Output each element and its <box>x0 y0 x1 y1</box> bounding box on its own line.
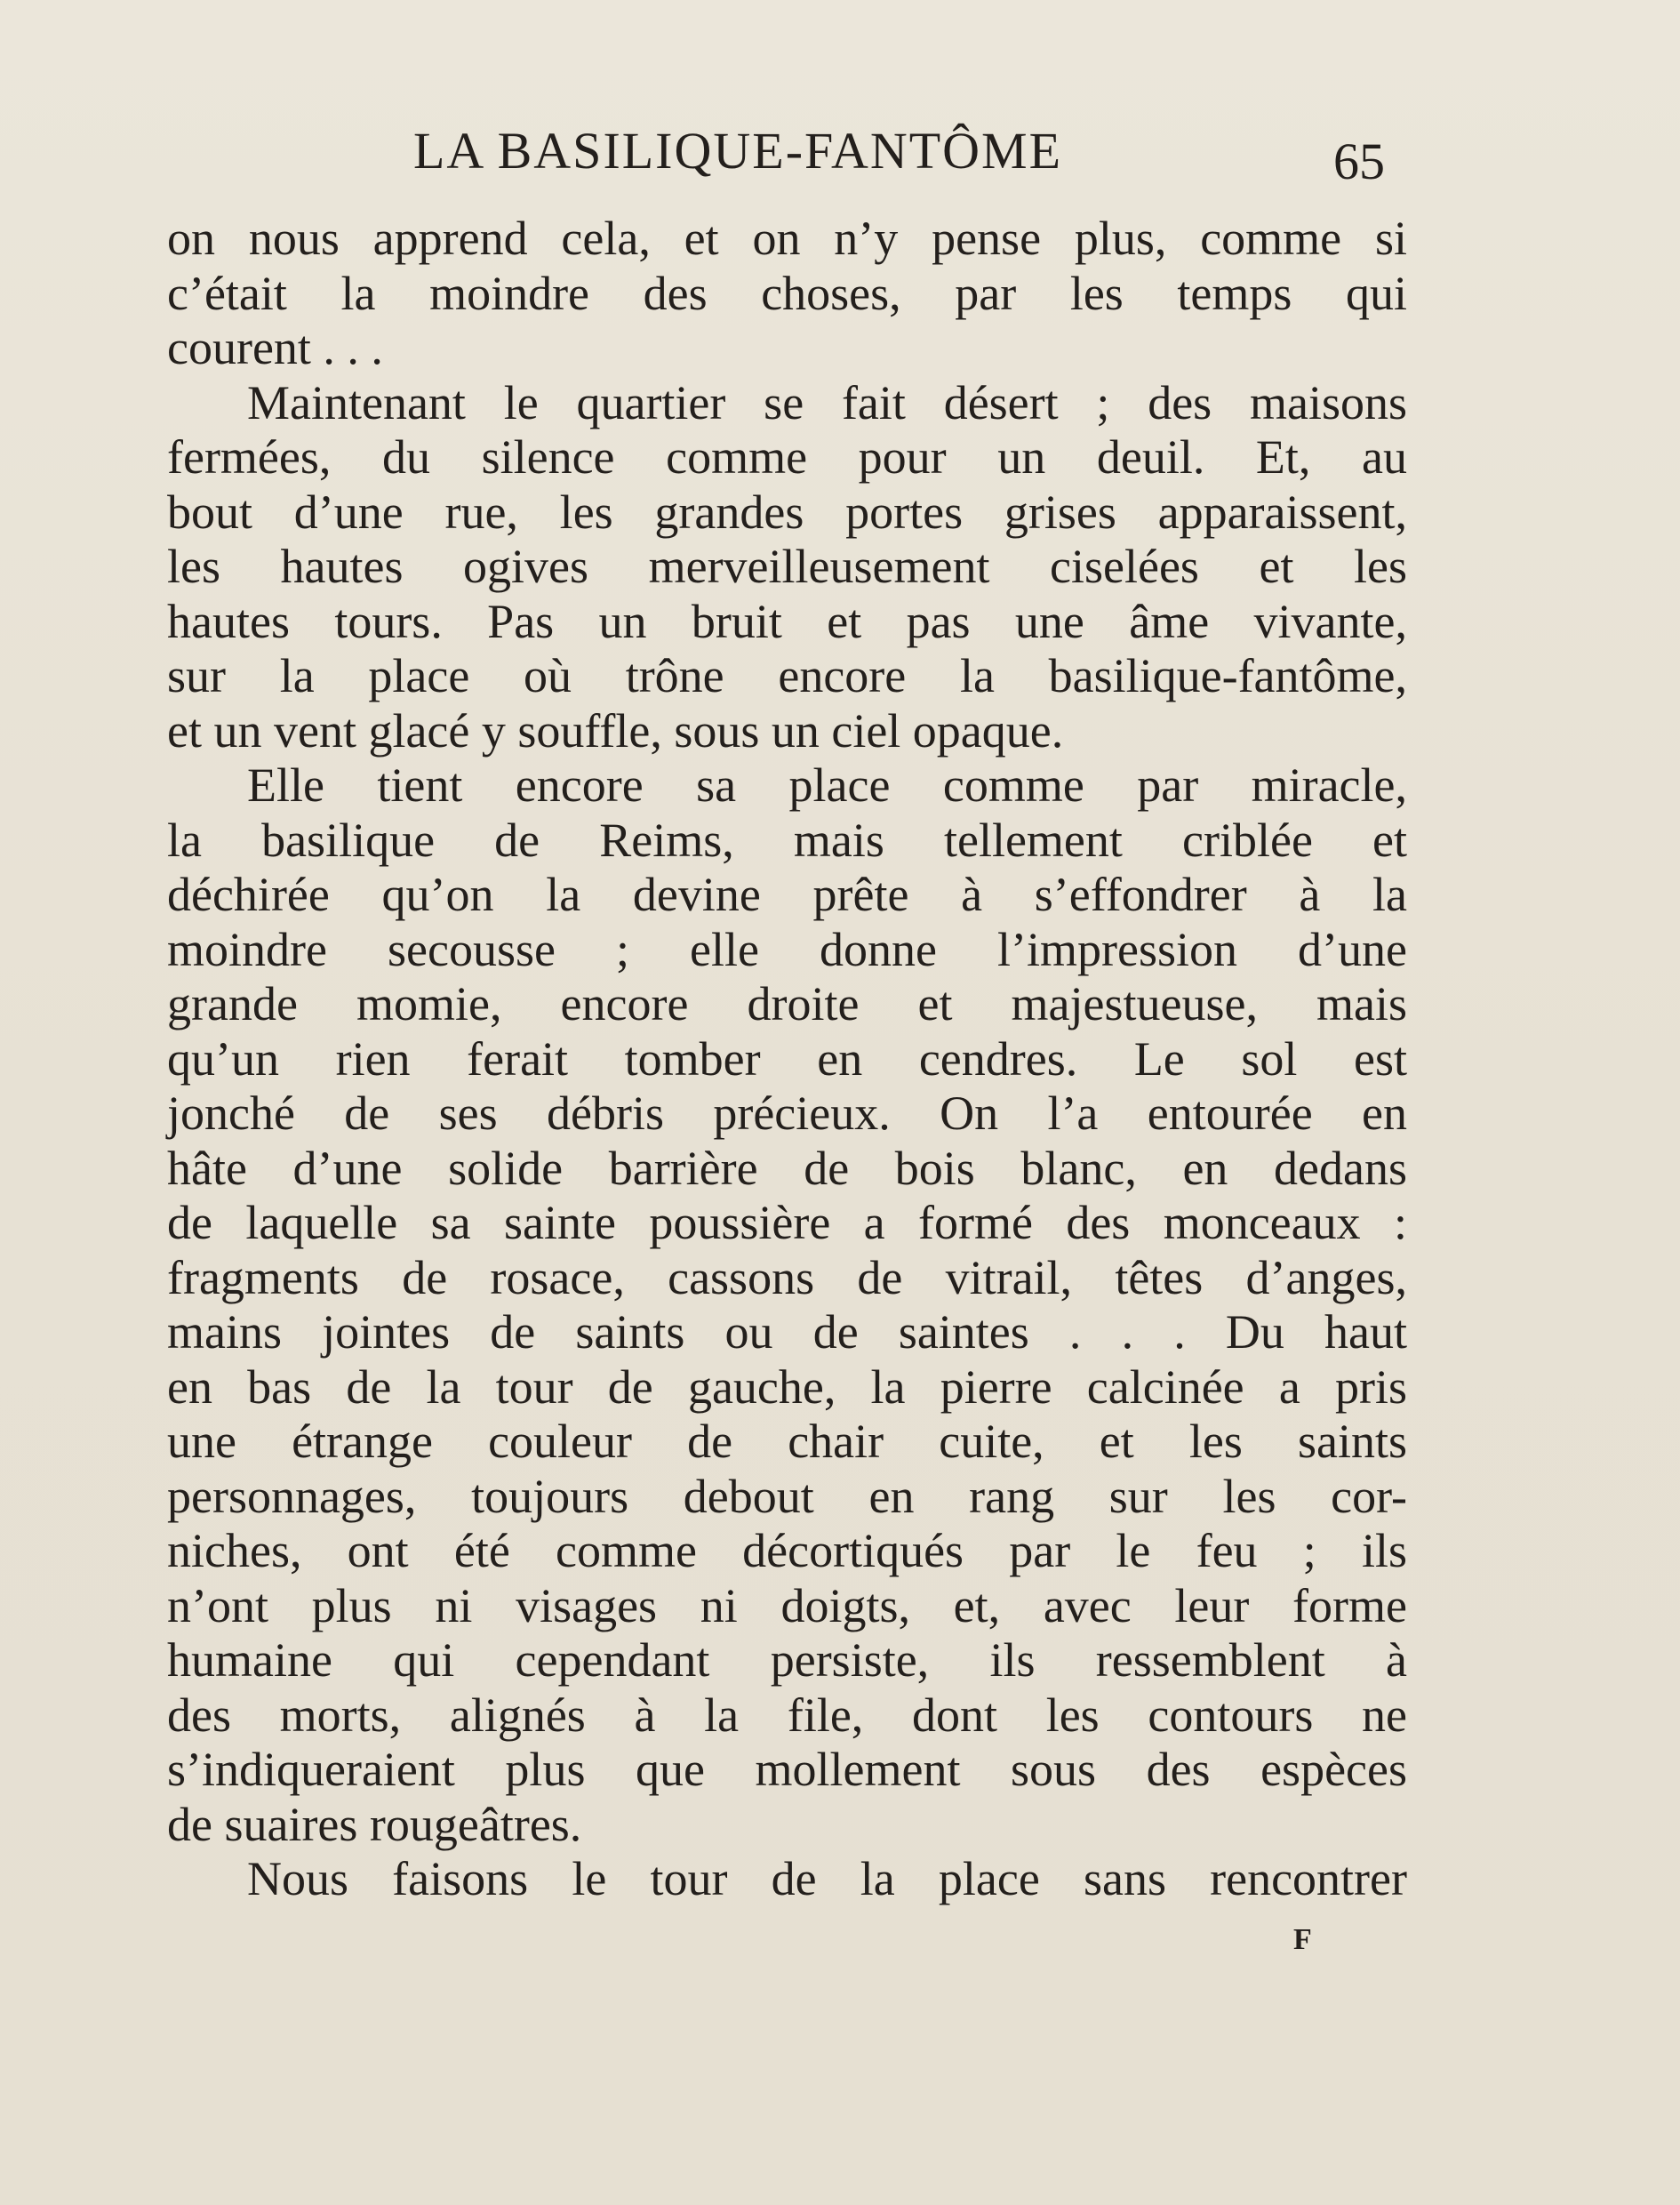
signature-mark: F <box>1293 1923 1312 1956</box>
text-line: courent . . . <box>167 321 383 374</box>
text-line: jonché de ses débris précieux. On l’a entourée en <box>167 1086 1407 1140</box>
text-line: hâte d’une solide barrière de bois blanc, en dedans <box>167 1141 1407 1195</box>
text-line: qu’un rien ferait tomber en cendres. Le sol est <box>167 1031 1407 1086</box>
text-line: fragments de rosace, cassons de vitrail, têtes d’anges, <box>167 1250 1407 1304</box>
running-head <box>169 116 1413 190</box>
text-line: bout d’une rue, les grandes portes grises apparaissent, <box>167 485 1407 539</box>
text-line: mains jointes de saints ou de saintes . . . Du haut <box>167 1305 1407 1359</box>
text-line: et un vent glacé y souffle, sous un ciel opaque. <box>167 703 1064 758</box>
text-line: des morts, alignés à la file, dont les contours ne <box>167 1688 1407 1742</box>
page-number: 65 <box>1333 132 1385 190</box>
text-line: Maintenant le quartier se fait désert ; des maisons <box>247 375 1407 429</box>
text-line: niches, ont été comme décortiqués par le feu ; ils <box>167 1524 1407 1577</box>
text-line: une étrange couleur de chair cuite, et les saints <box>167 1415 1407 1468</box>
text-line: Nous faisons le tour de la place sans rencontrer <box>247 1852 1407 1905</box>
text-line: en bas de la tour de gauche, la pierre calcinée a pris <box>167 1359 1407 1414</box>
text-line: hautes tours. Pas un bruit et pas une âme vivante, <box>167 594 1407 648</box>
text-line: moindre secousse ; elle donne l’impression d’une <box>167 922 1407 976</box>
text-line: Elle tient encore sa place comme par miracle, <box>247 758 1407 812</box>
running-title: LA BASILIQUE-FANTÔME <box>413 122 1063 180</box>
text-line: déchirée qu’on la devine prête à s’effondrer à la <box>167 868 1407 921</box>
text-line: la basilique de Reims, mais tellement criblée et <box>167 813 1407 867</box>
body-text <box>167 212 1407 1907</box>
text-line: sur la place où trône encore la basilique-fantôme, <box>167 649 1407 702</box>
text-line: de laquelle sa sainte poussière a formé des monceaux : <box>167 1196 1407 1249</box>
text-line: personnages, toujours debout en rang sur les cor- <box>167 1469 1407 1523</box>
text-line: c’était la moindre des choses, par les temps qui <box>167 266 1407 320</box>
text-line: de suaires rougeâtres. <box>167 1797 582 1851</box>
text-line: n’ont plus ni visages ni doigts, et, avec leur forme <box>167 1578 1407 1632</box>
text-line: les hautes ogives merveilleusement ciselées et les <box>167 540 1407 593</box>
text-line: s’indiqueraient plus que mollement sous des espèces <box>167 1743 1407 1796</box>
text-line: on nous apprend cela, et on n’y pense plus, comme si <box>167 212 1407 265</box>
text-line: fermées, du silence comme pour un deuil. Et, au <box>167 430 1407 484</box>
text-line: grande momie, encore droite et majestueuse, mais <box>167 977 1407 1030</box>
text-line: humaine qui cependant persiste, ils ressemblent à <box>167 1633 1407 1687</box>
